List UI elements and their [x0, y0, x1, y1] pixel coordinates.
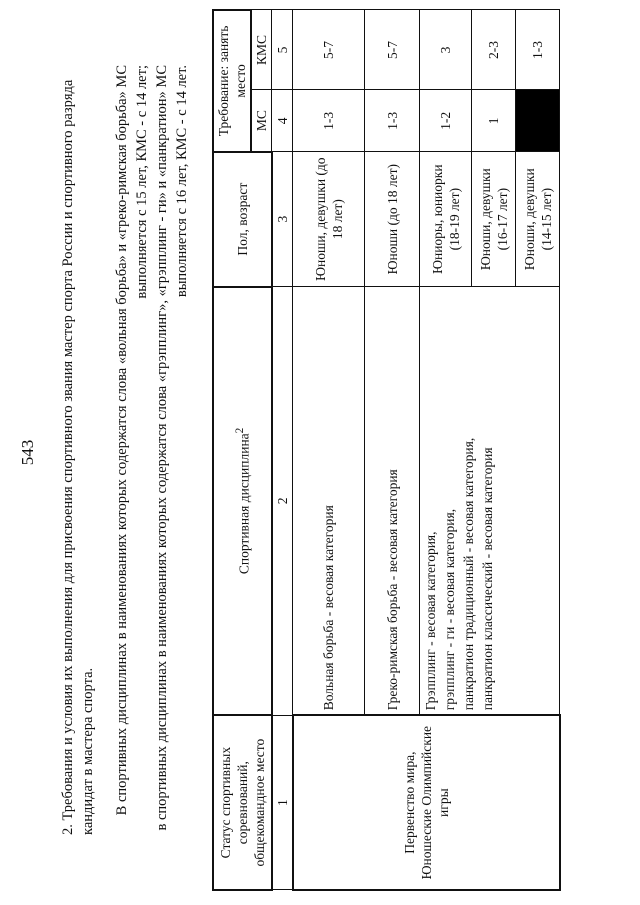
age-cell: Юноши, девушки (14-15 лет): [516, 152, 560, 287]
col-number-2: 2: [272, 287, 293, 716]
ms-cell: 1: [472, 90, 516, 152]
col-number-5: 5: [272, 10, 293, 90]
kms-cell: 3: [420, 10, 472, 90]
requirements-table: [212, 9, 561, 891]
column-number-row: [272, 10, 293, 890]
discipline-line: грэпплинг - ги - весовая категория,: [442, 508, 457, 711]
table-header-row: [213, 10, 251, 890]
kms-cell: 1-3: [516, 10, 560, 90]
table-row: [293, 10, 365, 890]
age-note-grappling: в спортивных дисциплинах в наименованиях которых содержатся слова «грэпплинг», «грэпплинг - ги» и «панкратион» МС выполняется с 16 лет, КМС - с 14 лет.: [154, 65, 190, 831]
discipline-line: Грэпплинг - весовая категория,: [423, 531, 438, 711]
header-gender-age: Пол, возраст: [213, 152, 272, 287]
discipline-line: панкратион классический - весовая категория: [480, 447, 495, 711]
ms-cell-blacked-out: [516, 90, 560, 152]
age-cell: Юноши, девушки (до 18 лет): [293, 152, 365, 287]
age-cell: Юноши, девушки (16-17 лет): [472, 152, 516, 287]
footnote-marker: 2: [234, 427, 246, 434]
col-number-3: 3: [272, 152, 293, 287]
header-requirement: Требование: занять место: [213, 10, 251, 152]
kms-cell: 5-7: [365, 10, 420, 90]
ms-cell: 1-3: [365, 90, 420, 152]
header-status: Статус спортивных соревнований, общекомандное место: [213, 715, 272, 890]
header-ms: МС: [251, 90, 272, 152]
col-number-4: 4: [272, 90, 293, 152]
header-discipline: Спортивная дисциплина$^2$: [213, 287, 272, 716]
ms-cell: 1-3: [293, 90, 365, 152]
discipline-cell: Вольная борьба - весовая категория: [293, 287, 365, 716]
page-number: 543: [18, 439, 37, 466]
competition-status-cell: Первенство мира, Юношеские Олимпийские игры: [293, 715, 560, 890]
header-kms: КМС: [251, 10, 272, 90]
discipline-cell: Греко-римская борьба - весовая категория: [365, 287, 420, 716]
col-number-1: 1: [272, 715, 293, 890]
age-cell: Юниоры, юниорки (18-19 лет): [420, 152, 472, 287]
kms-cell: 2-3: [472, 10, 516, 90]
age-cell: Юноши (до 18 лет): [365, 152, 420, 287]
kms-cell: 5-7: [293, 10, 365, 90]
age-note-wrestling: В спортивных дисциплинах в наименованиях которых содержатся слова «вольная борьба» и «греко-римская борьба» МС выполняется с 15 лет, КМС - с 14 лет;: [114, 65, 150, 816]
section-heading: 2. Требования и условия их выполнения для присвоения спортивного звания мастер спорта России и спортивного разряда кандидат в мастера спорта.: [60, 79, 96, 835]
grappling-disciplines-cell: [420, 287, 560, 716]
discipline-line: панкратион традиционный - весовая категория,: [461, 437, 476, 711]
ms-cell: 1-2: [420, 90, 472, 152]
